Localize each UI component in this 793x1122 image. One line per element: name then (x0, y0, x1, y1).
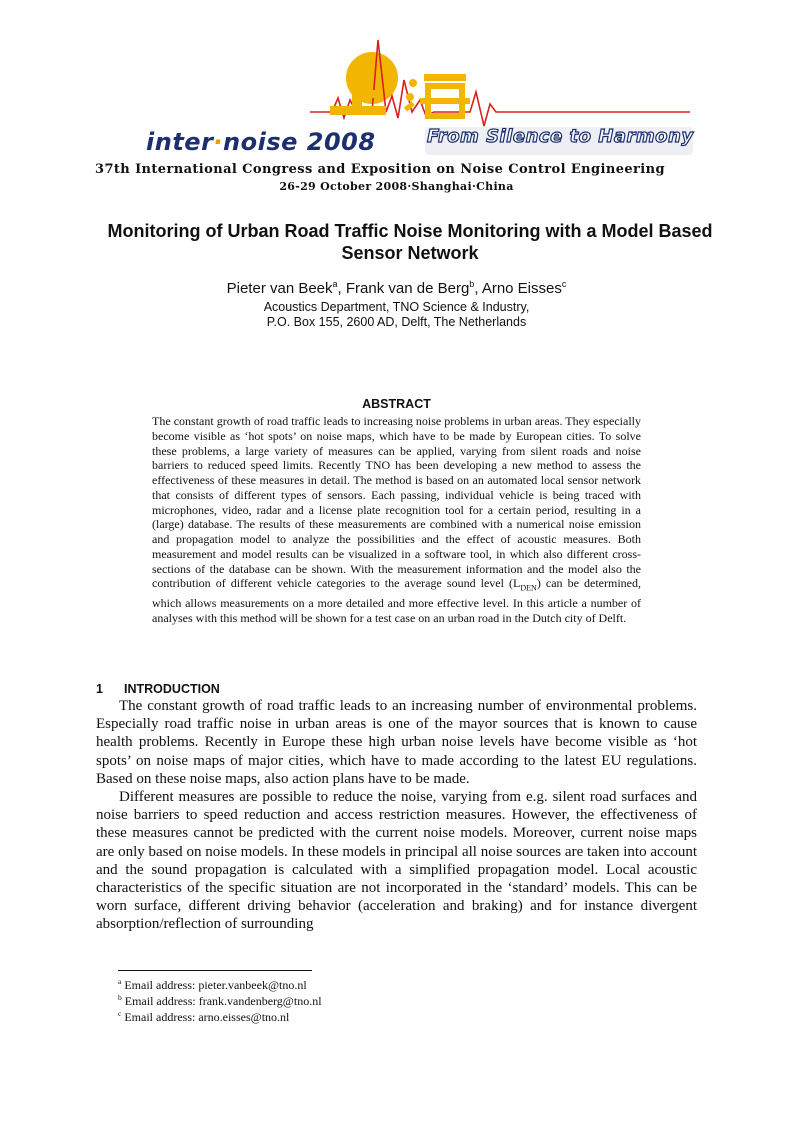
author-name: Arno Eisses (481, 280, 562, 297)
author-mark: a (332, 279, 338, 289)
footnote: $^a$ Email address: pieter.vanbeek@tno.nl (118, 977, 307, 992)
affiliation (0, 300, 793, 330)
footnote-rule (118, 970, 312, 971)
section-heading (96, 682, 220, 696)
internoise-wordmark: inter·noise 2008 (146, 128, 376, 156)
author-line: Pieter van Beek$^a$, Frank van de Berg$^b$, Arno Eisses$^c$ (226, 279, 567, 297)
abstract-body: The constant growth of road traffic leads to increasing noise problems in urban areas. They especially become visible as ‘hot spots’ on noise maps, which have to be made by European cities. To solve these problems, a large variety of measures can be applied, varying from silent roads and noise barriers to reduced speed limits. Recently TNO has been developing a new method to assess the effectiveness of these measures in detail. The method is based on an automated local sensor network that consists of different types of sensors. Each passing, individual vehicle is being traced with microphones, video, radar and a license plate recognition tool for a certain period, resulting in a (large) database. The results of these measurements are combined with a numerical noise emission and propagation model to analyze the possibilities and the effect of acoustic measures. Both measurement and model results can be visualized in a software tool, in which also different cross-sections of the database can be shown. With the measurement information and the model also the contribution of different vehicle categories to the average sound level $(L_{DEN})$ can be determined, which allows measurements on a more detailed and more effective level. In this article a number of analyses with this method will be shown for a test case on an urban road in the Dutch city of Delft. (152, 414, 641, 626)
paragraph: Different measures are possible to reduce the noise, varying from e.g. silent road surfaces and noise barriers to speed reduction and access restriction measures. However, the effectiveness of these measures cannot be predicted with the current noise models. Moreover, current noise maps are only based on noise models. In these models in principal all noise sources are taken into account and the sound propagation is calculated with a simplified propagation model. Local acoustic characteristics of the specific situation are not incorporated in the ‘standard’ models. This can be worn surface, different driving behavior (acceleration and braking) and for instance divergent absorption/reflection of surrounding (96, 789, 697, 933)
author-name: Frank van de Berg (345, 280, 470, 297)
section-number: 1 (96, 682, 103, 696)
section-title: INTRODUCTION (124, 682, 220, 696)
affiliation-line-1: Acoustics Department, TNO Science & Industry, (263, 300, 530, 314)
conference-logo (0, 0, 793, 200)
paper-title: Monitoring of Urban Road Traffic Noise Monitoring with a Model Based Sensor Network (107, 221, 713, 263)
footnote: $^c$ Email address: arno.eisses@tno.nl (118, 1009, 290, 1024)
footnotes (118, 977, 322, 1025)
abstract-heading: ABSTRACT (362, 397, 431, 411)
section-body (96, 697, 697, 934)
author-mark: c (561, 279, 567, 289)
dates-line: 26-29 October 2008·Shanghai·China (279, 180, 514, 193)
author-name: Pieter van Beek (226, 280, 333, 297)
footnote: $^b$ Email address: frank.vandenberg@tno.nl (118, 993, 322, 1008)
congress-line: 37th International Congress and Exposition on Noise Control Engineering (95, 162, 665, 177)
affiliation-line-2: P.O. Box 155, 2600 AD, Delft, The Netherlands (266, 315, 527, 329)
slogan: From Silence to Harmony (427, 126, 694, 147)
paragraph: The constant growth of road traffic leads to an increasing number of environmental problems. Especially road traffic noise in urban areas is one of the mayor sources that is known to cause health problems. Recently in Europe these high urban noise levels have become visible as ‘hot spots’ on noise maps of major cities, which have to made according to the latest EU regulations. Based on these noise maps, also action plans have to be made. (96, 698, 697, 787)
author-mark: b (469, 279, 475, 289)
